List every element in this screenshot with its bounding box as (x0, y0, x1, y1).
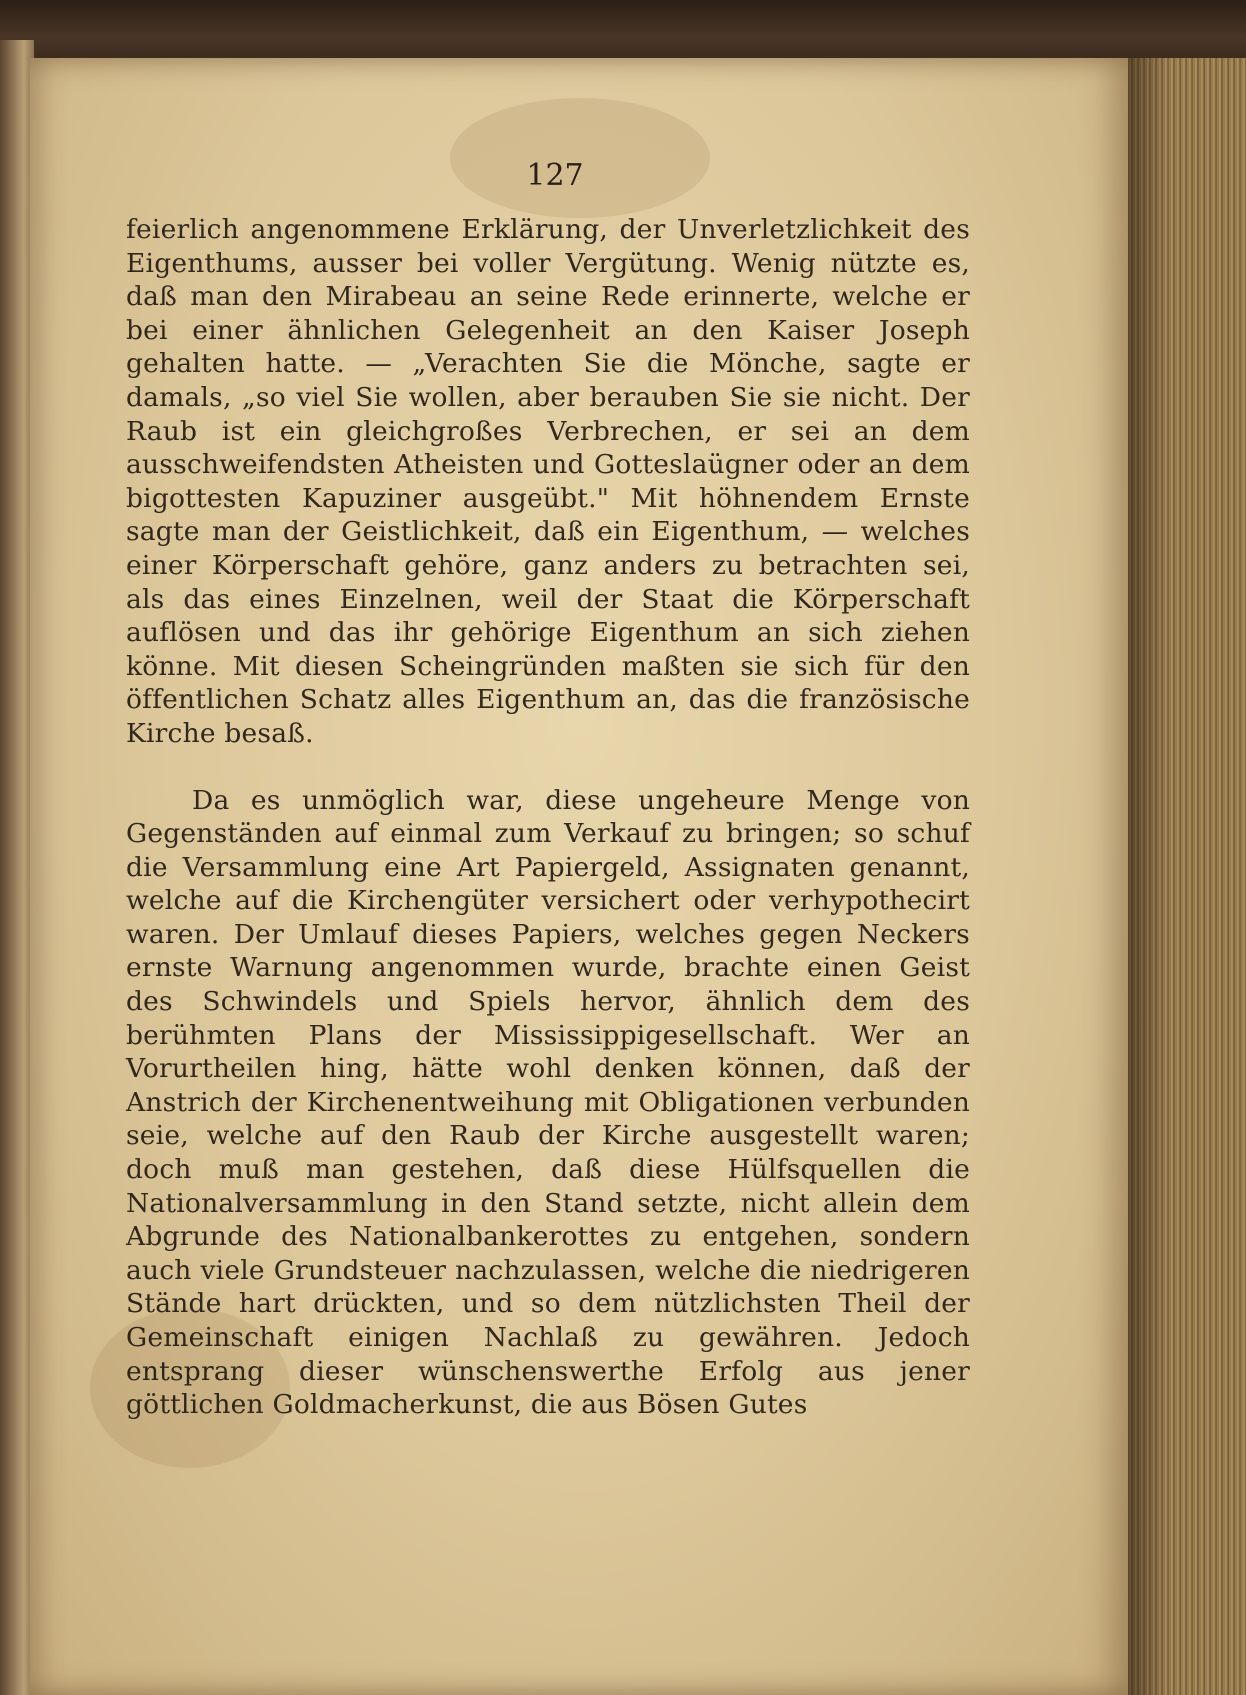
book-spine-top (0, 0, 1246, 62)
facing-page-edge (0, 40, 34, 1695)
page-number: 127 (526, 158, 584, 193)
paragraph: feierlich angenommene Erklärung, der Unverletzlichkeit des Eigenthums, ausser bei voller Vergütung. Wenig nützte es, daß man den Mirabeau an seine Rede erinnerte, welche er bei einer ähnlichen Gelegenheit an den Kaiser Joseph gehalten hatte. — „Verachten Sie die Mönche, sagte er damals, „so viel Sie wollen, aber berauben Sie sie nicht. Der Raub ist ein gleichgroßes Verbrechen, er sei an dem ausschweifendsten Atheisten und Gotteslaügner oder an dem bigottesten Kapuziner ausgeübt." Mit höhnendem Ernste sagte man der Geistlichkeit, daß ein Eigenthum, — welches einer Körperschaft gehöre, ganz anders zu betrachten sei, als das eines Einzelnen, weil der Staat die Körperschaft auflösen und das ihr gehörige Eigenthum an sich ziehen könne. Mit diesen Scheingründen maßten sie sich für den öffentlichen Schatz alles Eigenthum an, das die französische Kirche besaß. (126, 214, 970, 749)
gutter-shadow (1128, 58, 1168, 1695)
paragraph: Da es unmöglich war, diese ungeheure Menge von Gegenständen auf einmal zum Verkauf zu bringen; so schuf die Versammlung eine Art Papiergeld, Assignaten genannt, welche auf die Kirchengüter versichert oder verhypothecirt waren. Der Umlauf dieses Papiers, welches gegen Neckers ernste Warnung angenommen wurde, brachte einen Geist des Schwindels und Spiels hervor, ähnlich dem des berühmten Plans der Mississippigesellschaft. Wer an Vorurtheilen hing, hätte wohl denken können, daß der Anstrich der Kirchenentweihung mit Obligationen verbunden seie, welche auf den Raub der Kirche ausgestellt waren; doch muß man gestehen, daß diese Hülfsquellen die Nationalversammlung in den Stand setzte, nicht allein dem Abgrunde des Nationalbankerottes zu entgehen, sondern auch viele Grundsteuer nachzulassen, welche die niedrigeren Stände hart drückten, und so dem nützlichsten Theil der Gemeinschaft einigen Nachlaß zu gewähren. Jedoch entsprang dieser wünschenswerthe Erfolg aus jener göttlichen Goldmacherkunst, die aus Bösen Gutes (126, 784, 970, 1421)
page-body-text (126, 213, 970, 1422)
